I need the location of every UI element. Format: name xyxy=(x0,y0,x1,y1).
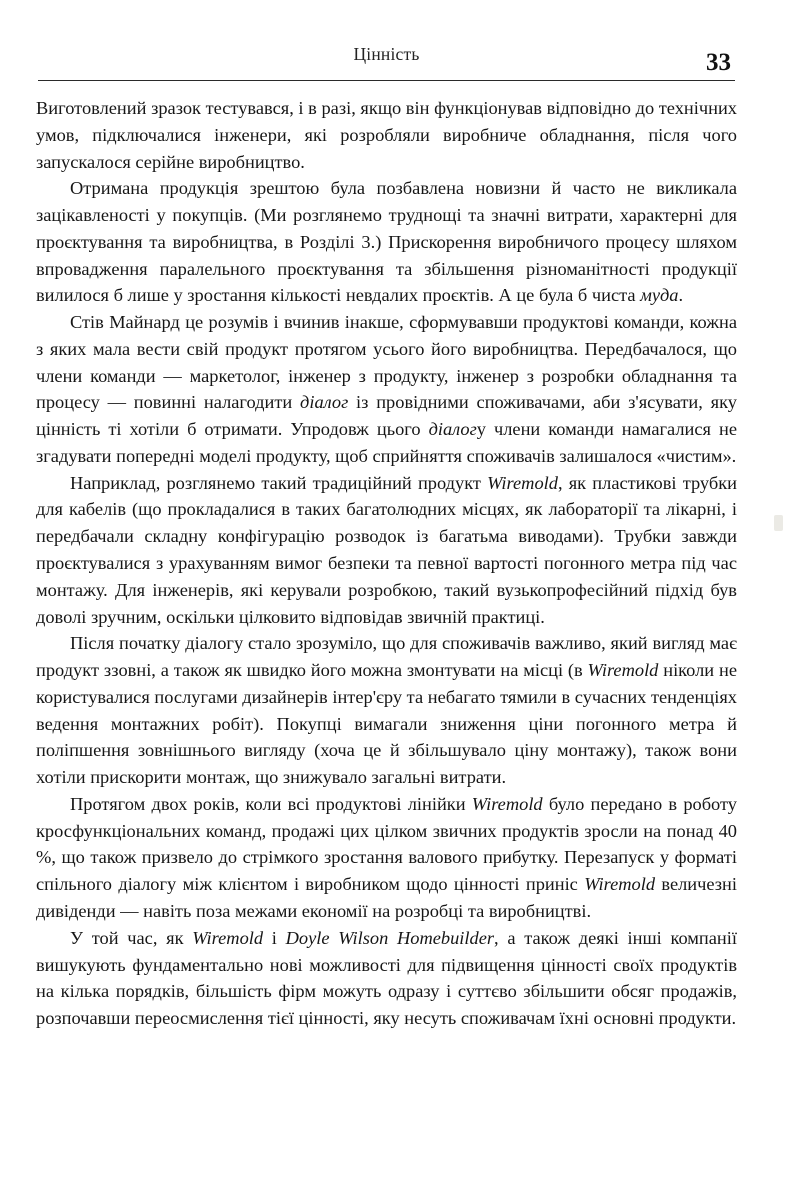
chapter-title: Цінність xyxy=(353,44,420,64)
body-text xyxy=(32,95,741,1032)
header-rule xyxy=(38,80,735,81)
page-number: 33 xyxy=(706,49,731,76)
paragraph: Наприклад, розглянемо такий традиційний продукт Wiremold, як пластикові трубки для кабелів (що прокладалися в таких багатолюдних місцях, як лабораторії та лікарні, і передбачали складну конфігурацію розводок із багатьма виводами). Трубки завжди проєктувалися з урахуванням вимог безпеки та певної вартості погонного метра під час монтажу. Для інженерів, які керували розробкою, такий вузькопрофесійний підхід був доволі зручним, оскільки цілковито відповідав звичній практиці. xyxy=(36,472,737,627)
running-head xyxy=(32,44,741,74)
paragraph: Виготовлений зразок тестувався, і в разі, якщо він функціонував відповідно до технічних умов, підключалися інженери, які розробляли виробниче обладнання, після чого запускалося серійне виробництво. xyxy=(36,98,737,172)
paragraph: Стів Майнард це розумів і вчинив інакше, сформувавши продуктові команди, кожна з яких мала вести свій продукт протягом усього його виробництва. Передбачалося, що члени команди — маркетолог, інженер з продукту, інженер з розробки обладнання та процесу — повинні налагодити діалог із провідними споживачами, аби з'ясувати, яку цінність ті хотіли б отримати. Упродовж цього діалогу члени команди намагалися не згадувати попередні моделі продукту, щоб сприйняття споживачів залишалося «чистим». xyxy=(36,312,737,466)
paragraph: У той час, як Wiremold і Doyle Wilson Homebuilder, а також деякі інші компанії вишукують фундаментально нові можливості для підвищення цінності своїх продуктів на кілька порядків, більшість фірм можуть одразу і суттєво збільшити обсяг продажів, розпочавши переосмислення тієї цінності, яку несуть споживачам їхні основні продукти. xyxy=(36,927,737,1029)
paragraph: Протягом двох років, коли всі продуктові лінійки Wiremold було передано в роботу кросфункціональних команд, продажі цих цілком звичних продуктів зросли на понад 40 %, що також призвело до стрімкого зростання валового прибутку. Перезапуск у форматі спільного діалогу між клієнтом і виробником щодо цінності приніс Wiremold величезні дивіденди — навіть поза межами економії на розробці та виробництві. xyxy=(36,793,738,921)
page-edge-mark xyxy=(774,515,783,531)
paragraph: Отримана продукція зрештою була позбавлена новизни й часто не викликала зацікавленості у покупців. (Ми розглянемо труднощі та значні витрати, характерні для проєктування та виробництва, в Розділі 3.) Прискорення виробничого процесу шляхом впровадження паралельного проєктування та збільшення різноманітності продукції вилилося б лише у зростання кількості невдалих проєктів. А це була б чиста муда. xyxy=(36,178,737,306)
paragraph: Після початку діалогу стало зрозуміло, що для споживачів важливо, який вигляд має продукт ззовні, а також як швидко його можна змонтувати на місці (в Wiremold ніколи не користувалися послугами дизайнерів інтер'єру та небагато тямили в сучасних тенденціях ведення монтажних робіт). Покупці вимагали зниження ціни погонного метра й поліпшення зовнішнього вигляду (хоча це й збільшувало ціну монтажу), також вони хотіли прискорити монтаж, що знижувало загальні витрати. xyxy=(36,633,737,788)
